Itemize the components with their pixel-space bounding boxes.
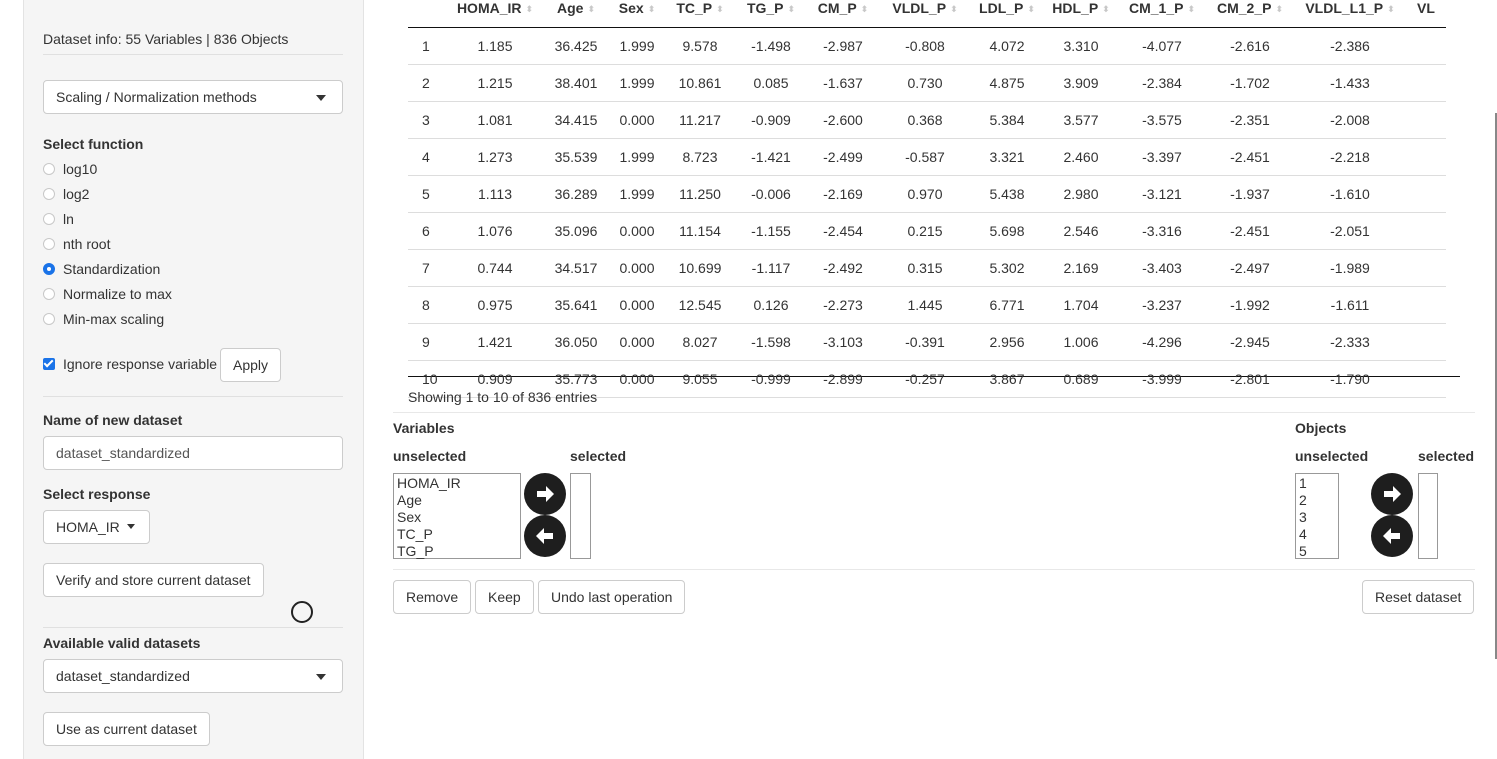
table-cell: 1.445 xyxy=(880,286,970,323)
table-cell: 0.000 xyxy=(610,360,664,397)
table-cell: 1.113 xyxy=(448,175,542,212)
divider xyxy=(393,569,1475,570)
remove-button[interactable]: Remove xyxy=(393,580,471,614)
verify-store-button[interactable]: Verify and store current dataset xyxy=(43,563,264,597)
arrow-left-icon xyxy=(534,525,556,547)
radio-selected-icon[interactable] xyxy=(43,263,55,275)
available-datasets-select[interactable] xyxy=(43,659,343,693)
function-radio-nth-root[interactable] xyxy=(43,234,110,254)
data-table-scroll[interactable] xyxy=(408,0,1460,387)
row-index-cell: 1 xyxy=(408,27,448,64)
table-cell: -2.169 xyxy=(806,175,880,212)
row-index-cell: 9 xyxy=(408,323,448,360)
table-cell xyxy=(1406,175,1446,212)
row-index-cell: 4 xyxy=(408,138,448,175)
table-cell: -0.999 xyxy=(736,360,806,397)
table-cell xyxy=(1406,360,1446,397)
list-item[interactable]: 4 xyxy=(1299,526,1307,542)
column-header[interactable] xyxy=(1406,0,1446,27)
column-header[interactable] xyxy=(448,0,542,27)
function-radio-log2[interactable] xyxy=(43,184,89,204)
table-row[interactable] xyxy=(408,249,1446,286)
table-cell xyxy=(1406,323,1446,360)
objects-selected-label: selected xyxy=(1418,448,1475,464)
objects-unselected-list[interactable] xyxy=(1295,473,1339,559)
table-cell: 1.999 xyxy=(610,138,664,175)
column-header-label: VLDL_L1_P xyxy=(1305,0,1384,16)
table-cell: 3.867 xyxy=(970,360,1044,397)
divider xyxy=(43,396,343,397)
sort-icon[interactable]: ⬍ xyxy=(1187,3,1195,14)
table-cell: -2.384 xyxy=(1118,64,1206,101)
table-cell: -2.987 xyxy=(806,27,880,64)
list-item[interactable]: 3 xyxy=(1299,509,1307,525)
sort-icon[interactable]: ⬍ xyxy=(716,3,724,14)
method-select[interactable] xyxy=(43,80,343,114)
sidebar xyxy=(24,0,364,759)
table-cell: 0.909 xyxy=(448,360,542,397)
table-cell: 1.999 xyxy=(610,64,664,101)
chevron-down-icon xyxy=(316,95,326,101)
use-current-dataset-button[interactable]: Use as current dataset xyxy=(43,712,210,746)
table-cell: -3.103 xyxy=(806,323,880,360)
row-index-cell: 5 xyxy=(408,175,448,212)
table-cell: 0.215 xyxy=(880,212,970,249)
column-header-label: VL xyxy=(1417,0,1435,16)
table-cell: -3.121 xyxy=(1118,175,1206,212)
variables-selected-list[interactable] xyxy=(570,473,591,559)
column-header-label: HOMA_IR xyxy=(456,0,522,16)
table-cell: -2.616 xyxy=(1206,27,1294,64)
column-header-label: TC_P xyxy=(676,0,713,16)
table-cell: 35.539 xyxy=(542,138,610,175)
list-item[interactable]: 5 xyxy=(1299,543,1307,559)
column-header[interactable] xyxy=(664,0,736,27)
table-cell: -2.451 xyxy=(1206,138,1294,175)
table-cell: 3.577 xyxy=(1044,101,1118,138)
table-cell: 0.000 xyxy=(610,286,664,323)
select-function-label: Select function xyxy=(43,136,144,152)
table-row[interactable] xyxy=(408,101,1446,138)
table-cell: -1.433 xyxy=(1294,64,1406,101)
table-cell: 5.438 xyxy=(970,175,1044,212)
table-cell: 34.415 xyxy=(542,101,610,138)
column-header[interactable] xyxy=(610,0,664,27)
table-cell: -4.296 xyxy=(1118,323,1206,360)
table-cell: 1.006 xyxy=(1044,323,1118,360)
table-cell: -2.051 xyxy=(1294,212,1406,249)
add-object-button[interactable] xyxy=(1371,473,1413,515)
table-cell: 1.999 xyxy=(610,175,664,212)
column-header-label: HDL_P xyxy=(1052,0,1099,16)
table-cell: 4.875 xyxy=(970,64,1044,101)
select-response-label: Select response xyxy=(43,486,151,502)
checkbox-checked-icon[interactable] xyxy=(43,358,55,370)
table-cell: 1.273 xyxy=(448,138,542,175)
table-cell: -2.497 xyxy=(1206,249,1294,286)
table-cell: 1.185 xyxy=(448,27,542,64)
function-radio-label: Normalize to max xyxy=(63,286,172,302)
function-radio-log10[interactable] xyxy=(43,159,97,179)
objects-unselected-label: unselected xyxy=(1295,448,1369,464)
table-cell: -2.351 xyxy=(1206,101,1294,138)
radio-icon[interactable] xyxy=(43,163,55,175)
function-radio-standardization[interactable] xyxy=(43,259,160,279)
table-cell xyxy=(1406,27,1446,64)
table-cell: -0.006 xyxy=(736,175,806,212)
column-header-index[interactable] xyxy=(408,0,448,27)
column-header[interactable] xyxy=(542,0,610,27)
chevron-down-icon xyxy=(316,674,326,680)
table-cell: 9.578 xyxy=(664,27,736,64)
table-cell: -2.492 xyxy=(806,249,880,286)
table-cell: 0.000 xyxy=(610,323,664,360)
sort-icon[interactable]: ⬍ xyxy=(860,3,869,14)
main-panel xyxy=(364,0,1497,759)
table-cell: 12.545 xyxy=(664,286,736,323)
table-cell: 0.975 xyxy=(448,286,542,323)
table-cell: 0.744 xyxy=(448,249,542,286)
table-cell xyxy=(1406,138,1446,175)
column-header-label: Age xyxy=(557,0,584,16)
table-cell: 0.000 xyxy=(610,101,664,138)
sort-icon[interactable]: ⬍ xyxy=(1102,3,1110,14)
table-cell: -1.598 xyxy=(736,323,806,360)
table-cell: 6.771 xyxy=(970,286,1044,323)
objects-title: Objects xyxy=(1295,420,1347,436)
table-cell: 0.970 xyxy=(880,175,970,212)
table-cell: -3.237 xyxy=(1118,286,1206,323)
table-cell: 1.076 xyxy=(448,212,542,249)
table-cell: -2.008 xyxy=(1294,101,1406,138)
table-cell: 1.704 xyxy=(1044,286,1118,323)
row-index-cell: 3 xyxy=(408,101,448,138)
function-radio-ln[interactable] xyxy=(43,209,74,229)
available-datasets-label: Available valid datasets xyxy=(43,635,201,651)
table-cell: -1.992 xyxy=(1206,286,1294,323)
table-cell: 5.384 xyxy=(970,101,1044,138)
column-header-label: Sex xyxy=(618,0,644,16)
table-cell: 4.072 xyxy=(970,27,1044,64)
table-cell: -1.989 xyxy=(1294,249,1406,286)
column-header-label: CM_1_P xyxy=(1128,0,1184,16)
sort-icon[interactable]: ⬍ xyxy=(787,3,796,14)
table-cell: 2.169 xyxy=(1044,249,1118,286)
undo-button[interactable]: Undo last operation xyxy=(538,580,685,614)
row-index-cell: 10 xyxy=(408,360,448,397)
left-gutter xyxy=(0,0,24,759)
column-header-label: LDL_P xyxy=(979,0,1024,16)
function-radio-label: Min-max scaling xyxy=(63,311,165,327)
radio-icon[interactable] xyxy=(43,288,55,300)
chevron-down-icon xyxy=(127,524,135,529)
new-dataset-input[interactable]: dataset_standardized xyxy=(43,436,343,470)
sort-icon[interactable]: ⬍ xyxy=(1275,3,1283,14)
method-select-value: Scaling / Normalization methods xyxy=(56,89,257,105)
mouse-cursor-icon xyxy=(291,601,313,623)
function-radio-normalize-to-max[interactable] xyxy=(43,284,172,304)
ignore-response-label: Ignore response variable xyxy=(63,356,218,372)
table-cell: 35.773 xyxy=(542,360,610,397)
table-cell: 11.250 xyxy=(664,175,736,212)
available-datasets-value: dataset_standardized xyxy=(56,668,190,684)
remove-object-button[interactable] xyxy=(1371,515,1413,557)
table-cell: -4.077 xyxy=(1118,27,1206,64)
table-cell: 35.641 xyxy=(542,286,610,323)
table-row[interactable] xyxy=(408,323,1446,360)
table-cell: 35.096 xyxy=(542,212,610,249)
table-cell: -0.808 xyxy=(880,27,970,64)
table-cell: 9.055 xyxy=(664,360,736,397)
table-row[interactable] xyxy=(408,175,1446,212)
list-item[interactable]: Sex xyxy=(397,509,422,525)
column-header-label: TG_P xyxy=(746,0,784,16)
radio-icon[interactable] xyxy=(43,213,55,225)
variables-selected-label: selected xyxy=(570,448,627,464)
column-header[interactable] xyxy=(1118,0,1206,27)
table-cell: -1.421 xyxy=(736,138,806,175)
table-row[interactable] xyxy=(408,27,1446,64)
keep-button[interactable]: Keep xyxy=(475,580,534,614)
row-index-cell: 2 xyxy=(408,64,448,101)
column-header[interactable] xyxy=(1294,0,1406,27)
arrow-right-icon xyxy=(534,483,556,505)
function-radio-min-max-scaling[interactable] xyxy=(43,309,164,329)
table-cell: -1.702 xyxy=(1206,64,1294,101)
table-row[interactable] xyxy=(408,138,1446,175)
table-cell: 3.321 xyxy=(970,138,1044,175)
table-cell: -3.316 xyxy=(1118,212,1206,249)
radio-icon[interactable] xyxy=(43,238,55,250)
column-header[interactable] xyxy=(880,0,970,27)
table-cell: -1.155 xyxy=(736,212,806,249)
table-info: Showing 1 to 10 of 836 entries xyxy=(408,389,598,405)
table-row[interactable] xyxy=(408,64,1446,101)
function-radio-label: nth root xyxy=(63,236,111,252)
add-variable-button[interactable] xyxy=(524,473,566,515)
table-cell: 11.217 xyxy=(664,101,736,138)
table-cell: -2.273 xyxy=(806,286,880,323)
table-cell: 3.909 xyxy=(1044,64,1118,101)
function-radio-label: log2 xyxy=(63,186,90,202)
column-header-label: CM_P xyxy=(817,0,857,16)
table-cell: 2.980 xyxy=(1044,175,1118,212)
table-cell: 8.027 xyxy=(664,323,736,360)
ignore-response-checkbox[interactable] xyxy=(43,354,217,374)
row-index-cell: 7 xyxy=(408,249,448,286)
variables-unselected-label: unselected xyxy=(393,448,467,464)
table-cell: 36.050 xyxy=(542,323,610,360)
table-cell: 0.000 xyxy=(610,212,664,249)
column-header-label: CM_2_P xyxy=(1216,0,1272,16)
table-cell xyxy=(1406,64,1446,101)
column-header[interactable] xyxy=(806,0,880,27)
list-item[interactable]: 2 xyxy=(1299,492,1307,508)
table-cell xyxy=(1406,249,1446,286)
table-cell: 0.000 xyxy=(610,249,664,286)
sort-icon[interactable]: ⬍ xyxy=(1027,3,1035,14)
table-cell: 3.310 xyxy=(1044,27,1118,64)
variables-title: Variables xyxy=(393,420,455,436)
table-row[interactable] xyxy=(408,212,1446,249)
table-cell: 1.421 xyxy=(448,323,542,360)
table-cell: -3.575 xyxy=(1118,101,1206,138)
radio-icon[interactable] xyxy=(43,313,55,325)
table-cell: -3.403 xyxy=(1118,249,1206,286)
table-cell: 2.546 xyxy=(1044,212,1118,249)
table-cell: 2.460 xyxy=(1044,138,1118,175)
table-cell: -2.801 xyxy=(1206,360,1294,397)
table-cell: -0.587 xyxy=(880,138,970,175)
table-cell: -2.218 xyxy=(1294,138,1406,175)
table-cell xyxy=(1406,212,1446,249)
column-header[interactable] xyxy=(1206,0,1294,27)
response-select[interactable] xyxy=(43,510,150,544)
table-cell: 38.401 xyxy=(542,64,610,101)
table-body xyxy=(408,27,1446,397)
table-cell: 0.730 xyxy=(880,64,970,101)
sort-icon[interactable]: ⬍ xyxy=(950,3,958,14)
column-header[interactable] xyxy=(736,0,806,27)
table-cell xyxy=(1406,286,1446,323)
table-cell: -2.600 xyxy=(806,101,880,138)
column-header[interactable] xyxy=(970,0,1044,27)
sort-icon[interactable]: ⬍ xyxy=(525,3,534,14)
table-cell: 2.956 xyxy=(970,323,1044,360)
table-cell: 1.215 xyxy=(448,64,542,101)
arrow-left-icon xyxy=(1381,525,1403,547)
table-cell: -1.611 xyxy=(1294,286,1406,323)
table-cell: -2.451 xyxy=(1206,212,1294,249)
list-item[interactable]: HOMA_IR xyxy=(397,475,461,491)
divider xyxy=(43,54,343,55)
objects-selected-list[interactable] xyxy=(1418,473,1438,559)
table-cell: 1.999 xyxy=(610,27,664,64)
table-cell: 0.126 xyxy=(736,286,806,323)
row-index-cell: 6 xyxy=(408,212,448,249)
radio-icon[interactable] xyxy=(43,188,55,200)
table-cell: 36.425 xyxy=(542,27,610,64)
table-cell: 0.368 xyxy=(880,101,970,138)
arrow-right-icon xyxy=(1381,483,1403,505)
table-cell: 36.289 xyxy=(542,175,610,212)
function-radio-label: log10 xyxy=(63,161,98,177)
table-cell: -1.637 xyxy=(806,64,880,101)
data-table xyxy=(408,0,1446,398)
divider xyxy=(43,627,343,628)
table-row[interactable] xyxy=(408,286,1446,323)
function-radio-label: ln xyxy=(63,211,74,227)
table-cell: -0.391 xyxy=(880,323,970,360)
table-cell: -2.945 xyxy=(1206,323,1294,360)
divider xyxy=(393,412,1475,413)
table-cell xyxy=(1406,101,1446,138)
table-header-row xyxy=(408,0,1446,27)
apply-button[interactable]: Apply xyxy=(220,348,281,382)
row-index-cell: 8 xyxy=(408,286,448,323)
dataset-info: Dataset info: 55 Variables | 836 Objects xyxy=(43,31,289,47)
table-cell: 5.302 xyxy=(970,249,1044,286)
table-cell: -3.999 xyxy=(1118,360,1206,397)
table-cell: -1.790 xyxy=(1294,360,1406,397)
table-cell: -1.937 xyxy=(1206,175,1294,212)
table-cell: -2.386 xyxy=(1294,27,1406,64)
table-cell: -1.498 xyxy=(736,27,806,64)
table-cell: -2.454 xyxy=(806,212,880,249)
table-cell: 10.699 xyxy=(664,249,736,286)
table-cell: 8.723 xyxy=(664,138,736,175)
table-cell: 0.315 xyxy=(880,249,970,286)
variables-unselected-list[interactable] xyxy=(393,473,521,559)
table-cell: -0.257 xyxy=(880,360,970,397)
table-cell: -1.610 xyxy=(1294,175,1406,212)
sort-icon[interactable]: ⬍ xyxy=(647,3,656,14)
reset-dataset-button[interactable]: Reset dataset xyxy=(1362,580,1474,614)
table-cell: 0.085 xyxy=(736,64,806,101)
function-radio-label: Standardization xyxy=(63,261,161,277)
column-header-label: VLDL_P xyxy=(892,0,947,16)
sort-icon[interactable]: ⬍ xyxy=(587,3,595,14)
table-cell: -2.499 xyxy=(806,138,880,175)
table-cell: 0.689 xyxy=(1044,360,1118,397)
table-cell: 1.081 xyxy=(448,101,542,138)
table-cell: -2.899 xyxy=(806,360,880,397)
list-item[interactable]: Age xyxy=(397,492,422,508)
table-cell: -1.117 xyxy=(736,249,806,286)
table-cell: 34.517 xyxy=(542,249,610,286)
table-cell: -2.333 xyxy=(1294,323,1406,360)
table-cell: 10.861 xyxy=(664,64,736,101)
new-dataset-label: Name of new dataset xyxy=(43,412,183,428)
list-item[interactable]: TG_P xyxy=(397,543,434,559)
sort-icon[interactable]: ⬍ xyxy=(1387,3,1395,14)
column-header[interactable] xyxy=(1044,0,1118,27)
table-cell: 11.154 xyxy=(664,212,736,249)
list-item[interactable]: TC_P xyxy=(397,526,433,542)
table-cell: 5.698 xyxy=(970,212,1044,249)
remove-variable-button[interactable] xyxy=(524,515,566,557)
table-cell: -0.909 xyxy=(736,101,806,138)
response-select-value: HOMA_IR xyxy=(56,519,120,535)
list-item[interactable]: 1 xyxy=(1299,475,1307,491)
table-cell: -3.397 xyxy=(1118,138,1206,175)
